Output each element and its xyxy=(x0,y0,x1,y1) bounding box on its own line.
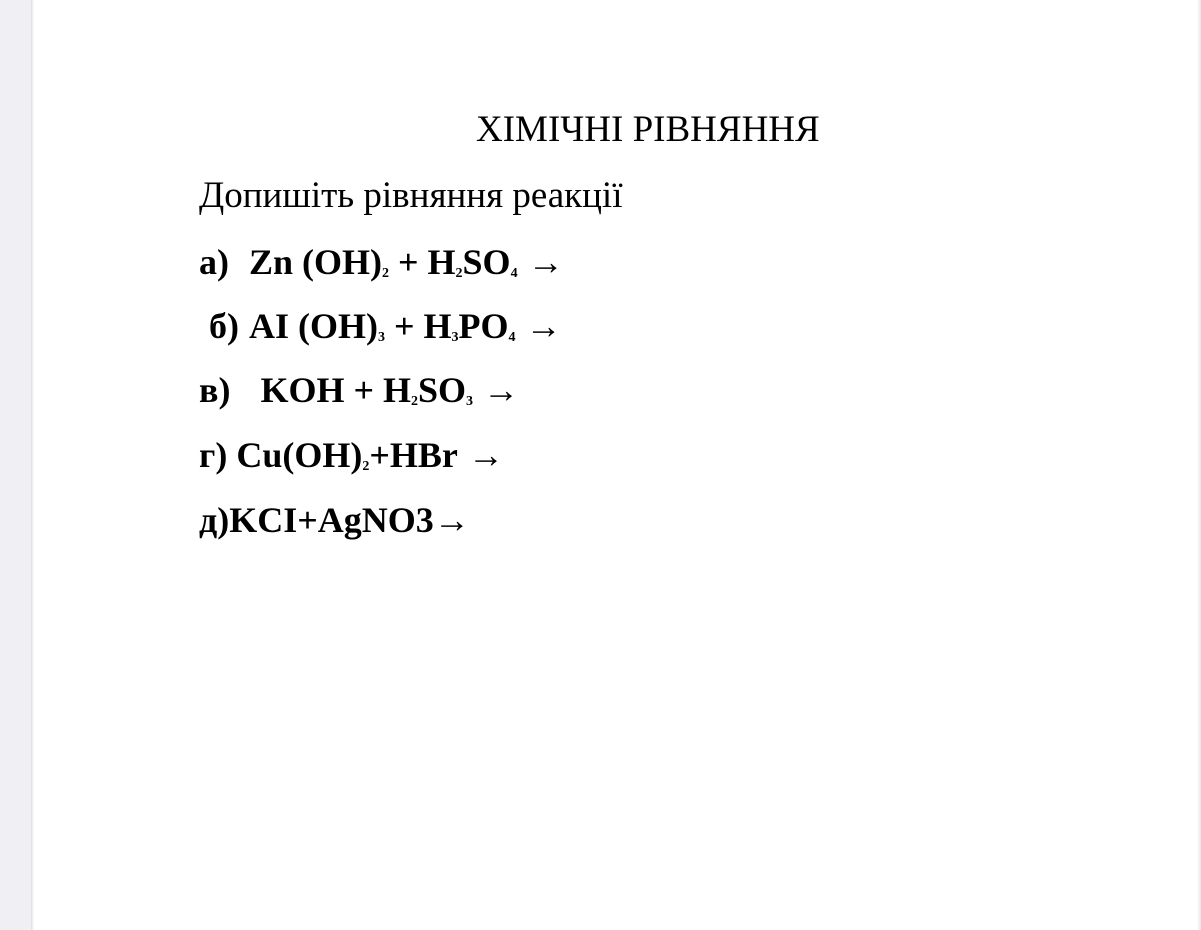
equation-formula: AI (OH) xyxy=(249,306,378,346)
equation-formula: Cu(OH) xyxy=(236,435,363,475)
equation-label: в) xyxy=(199,370,231,410)
equation-a xyxy=(199,241,564,283)
equation-d xyxy=(199,499,470,541)
equation-formula: SO xyxy=(462,242,511,282)
equation-formula: + H xyxy=(389,242,456,282)
subscript: 2 xyxy=(410,394,418,409)
subscript: 2 xyxy=(455,266,463,281)
arrow-icon: → xyxy=(467,435,504,475)
equation-g xyxy=(199,434,504,476)
subscript: 2 xyxy=(382,266,390,281)
arrow-icon: → xyxy=(433,500,470,540)
subscript: 4 xyxy=(508,330,516,345)
instruction-text: Допишіть рівняння реакції xyxy=(199,175,623,216)
equation-formula: PO xyxy=(458,306,509,346)
equation-formula: Zn (OH) xyxy=(249,242,383,282)
subscript: 4 xyxy=(510,266,518,281)
page-edge xyxy=(1197,0,1201,930)
arrow-icon: → xyxy=(525,306,562,346)
arrow-icon: → xyxy=(527,242,564,282)
equation-formula: KOH + H xyxy=(260,370,411,410)
subscript: 2 xyxy=(362,459,370,474)
equation-label: б) xyxy=(209,306,239,346)
equation-label: г) xyxy=(199,435,228,475)
equation-formula: SO xyxy=(417,370,466,410)
equation-v xyxy=(199,369,519,411)
document-title: ХІМІЧНІ РІВНЯННЯ xyxy=(476,109,820,150)
subscript: 3 xyxy=(466,394,473,409)
equation-formula: KCI+AgNO3 xyxy=(229,500,434,540)
equation-b xyxy=(209,305,562,347)
equation-label: а) xyxy=(199,242,229,282)
subscript: 3 xyxy=(378,330,385,345)
arrow-icon: → xyxy=(483,370,519,410)
subscript: 3 xyxy=(451,330,459,345)
equation-label: д) xyxy=(199,500,230,540)
equation-formula: +HBr xyxy=(369,435,458,475)
viewer-background xyxy=(0,0,31,930)
equation-formula: + H xyxy=(385,306,452,346)
